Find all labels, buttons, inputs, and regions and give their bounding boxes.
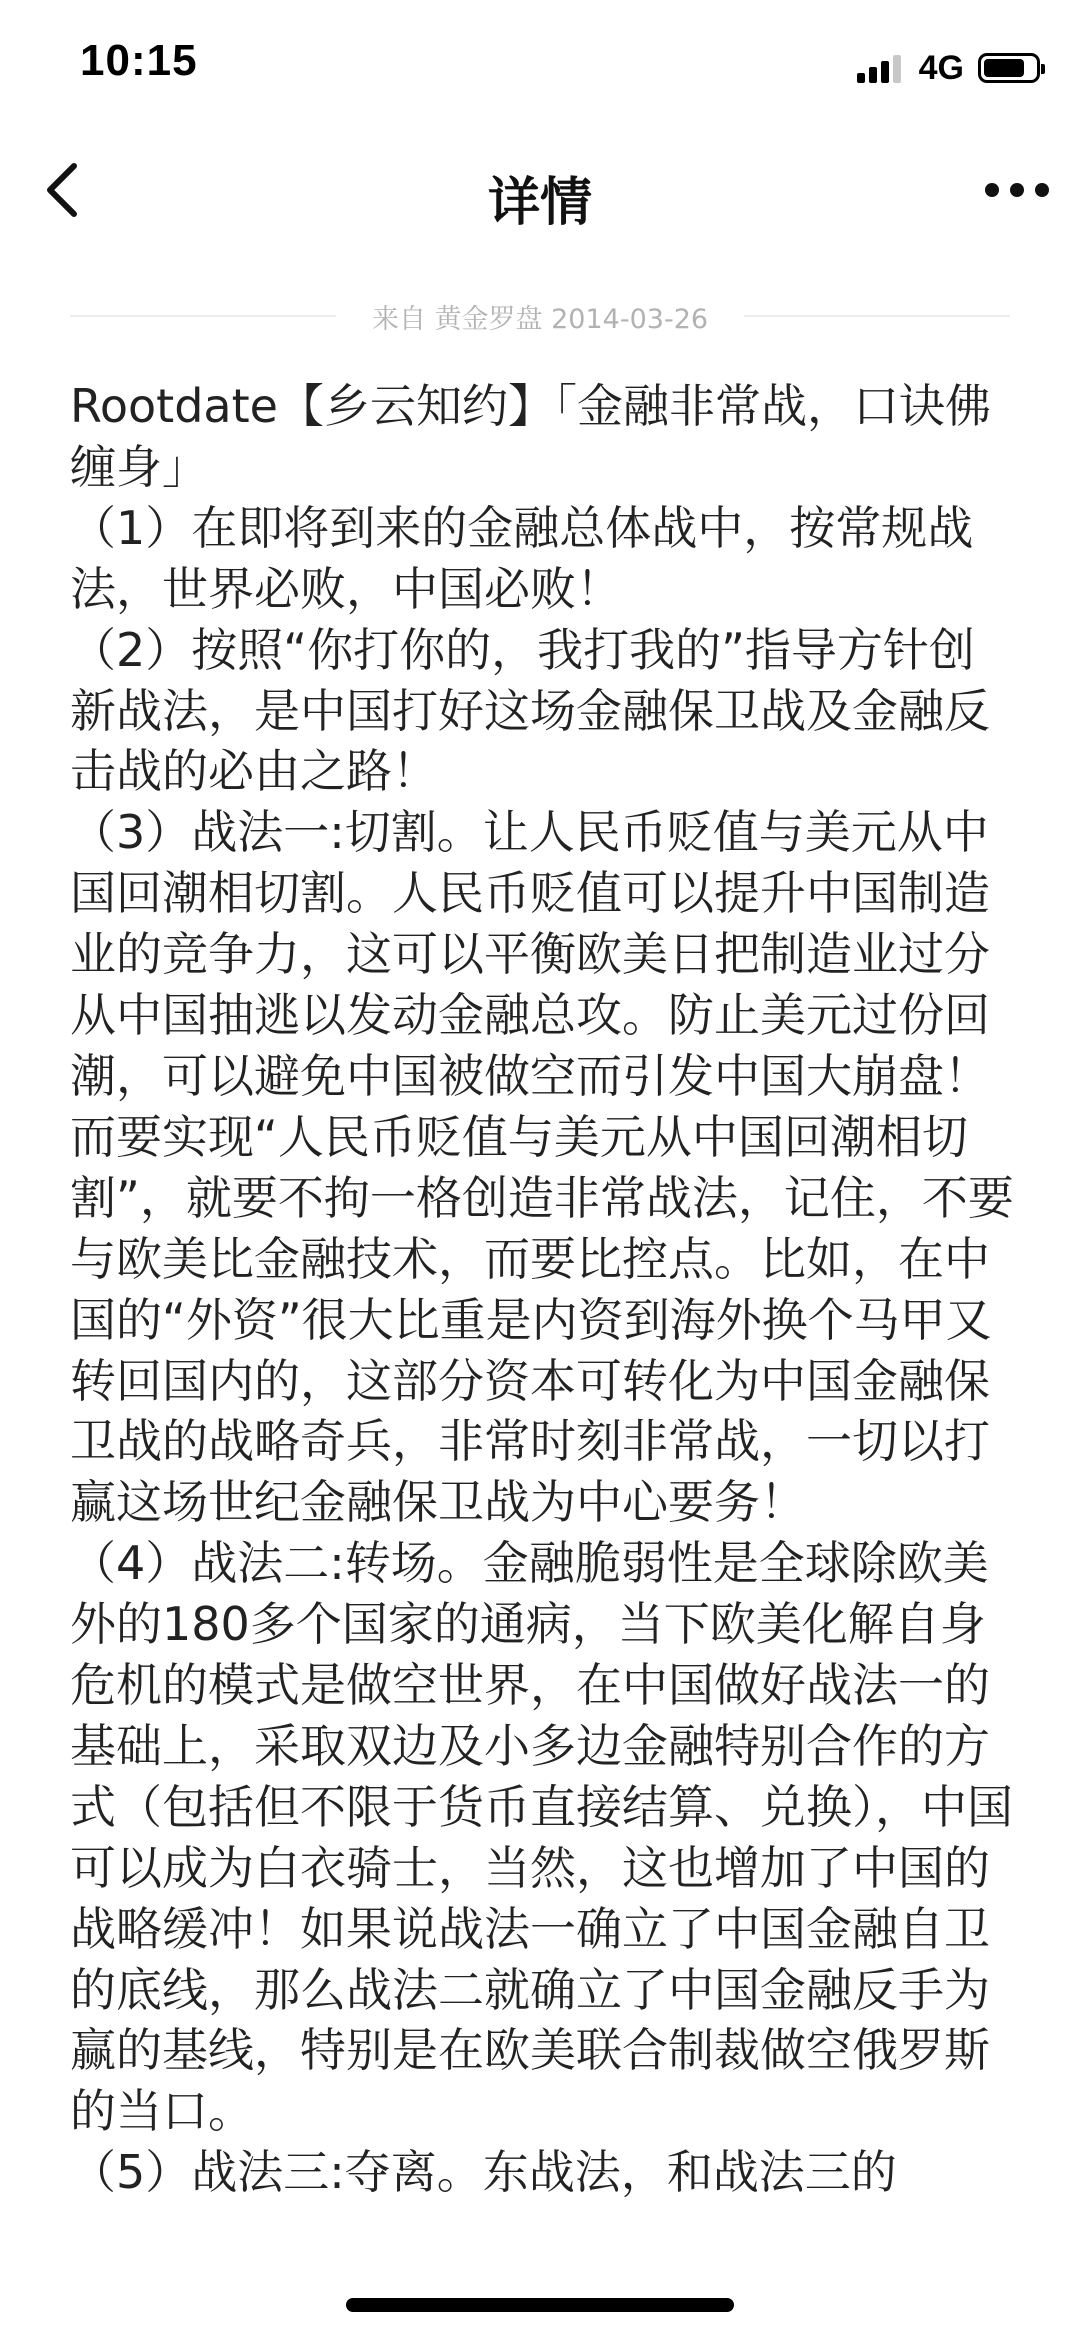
article-body [70, 376, 1020, 2203]
home-indicator[interactable] [346, 2298, 734, 2312]
divider [744, 315, 1010, 317]
signal-icon [857, 53, 905, 83]
article-paragraph: （1）在即将到来的金融总体战中，按常规战法，世界必败，中国必败！ [70, 500, 974, 616]
page-title: 详情 [487, 173, 592, 233]
article-paragraph: （5）战法三:夺离。东战法，和战法三的 [70, 2145, 897, 2200]
article-source [70, 296, 1010, 336]
article-paragraph: （2）按照“你打你的，我打我的”指导方针创新战法，是中国打好这场金融保卫战及金融反击战的必由之路！ [70, 622, 990, 799]
article-paragraph: （3）战法一:切割。让人民币贬值与美元从中国回潮相切割。人民币贬值可以提升中国制造业的竞争力，这可以平衡欧美日把制造业过分从中国抽逃以发动金融总攻。防止美元过份回潮，可以避免中国被做空而引发中国大崩盘！而要实现“人民币贬值与美元从中国回潮相切割”，就要不拘一格创造非常战法，记住，不要与欧美比金融技术，而要比控点。比如，在中国的“外资”很大比重是内资到海外换个马甲又转回国内的，这部分资本可转化为中国金融保卫战的战略奇兵，非常时刻非常战，一切以打赢这场世纪金融保卫战为中心要务！ [70, 805, 1014, 1530]
battery-icon [978, 53, 1040, 83]
source-label: 来自 黄金罗盘 2014-03-26 [371, 303, 709, 335]
divider [70, 315, 336, 317]
status-time: 10:15 [80, 36, 198, 85]
network-type: 4G [918, 48, 964, 87]
battery-level [984, 59, 1024, 77]
more-icon [982, 180, 1052, 200]
status-bar [0, 0, 1080, 130]
more-options-button[interactable] [972, 150, 1062, 230]
article-paragraph: （4）战法二:转场。金融脆弱性是全球除欧美外的180多个国家的通病，当下欧美化解自身危机的模式是做空世界，在中国做好战法一的基础上，采取双边及小多边金融特别合作的方式（包括但不限于货币直接结算、兑换），中国可以成为白衣骑士，当然，这也增加了中国的战略缓冲！如果说战法一确立了中国金融自卫的底线，那么战法二就确立了中国金融反手为赢的基线，特别是在欧美联合制裁做空俄罗斯的当口。 [70, 1536, 1013, 2139]
status-indicators [857, 48, 1040, 88]
article-paragraph: Rootdate【乡云知约】「金融非常战，口诀佛缠身」 [70, 379, 991, 494]
navigation-bar [0, 140, 1080, 240]
